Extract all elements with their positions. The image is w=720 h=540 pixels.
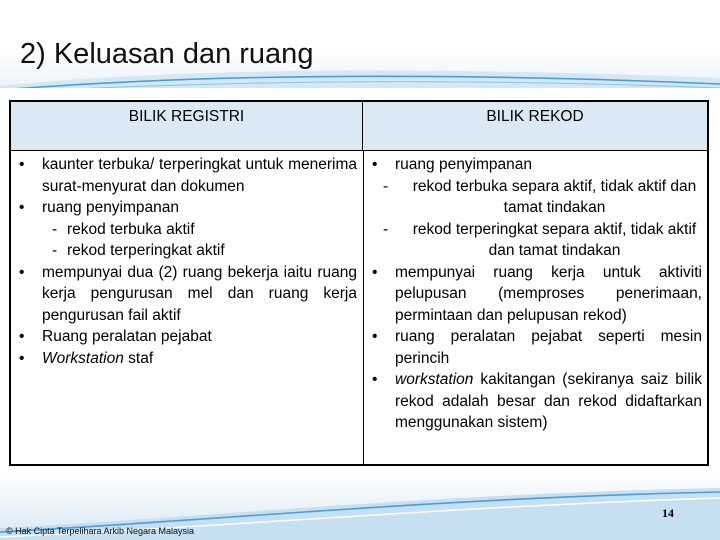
- bullet-icon: •: [19, 199, 25, 216]
- bullet-icon: •: [19, 263, 25, 281]
- page-number: 14: [662, 506, 674, 520]
- list-item: [368, 262, 702, 327]
- title-bar: [0, 0, 720, 88]
- registri-column: [15, 154, 357, 369]
- bullet-icon: •: [19, 156, 25, 173]
- list-item: [15, 348, 357, 370]
- sub-item-text: rekod terperingkat aktif: [67, 242, 225, 259]
- column-divider: [363, 150, 364, 464]
- list-item-text: staf: [123, 349, 154, 367]
- bullet-icon: •: [372, 263, 378, 281]
- list-item-text: kaunter terbuka/ terperingkat untuk menerima surat-menyurat dan dokumen: [42, 156, 357, 195]
- bullet-icon: •: [372, 328, 378, 345]
- dash-icon: -: [383, 177, 389, 195]
- list-item-text: mempunyai ruang kerja untuk aktiviti pelupusan (memproses penerimaan, permintaan dan pelupusan rekod): [395, 263, 702, 324]
- sub-list-item: [15, 219, 357, 241]
- list-item: [15, 326, 357, 348]
- sub-list-item: [15, 240, 357, 262]
- sub-item-text: rekod terbuka aktif: [67, 220, 195, 238]
- list-item-text: kakitangan (sekiranya saiz bilik rekod adalah besar dan rekod didaftarkan menggunakan sistem): [395, 371, 702, 431]
- list-item-text: Ruang peralatan pejabat: [42, 328, 212, 345]
- dash-icon: -: [383, 220, 389, 238]
- table-header-row: [11, 102, 707, 151]
- page-title: 2) Keluasan dan ruang: [20, 38, 314, 70]
- bullet-icon: •: [19, 349, 25, 367]
- rekod-column: [368, 154, 702, 434]
- list-item: [368, 326, 702, 369]
- bullet-icon: •: [372, 371, 378, 388]
- sub-list-item: [368, 176, 702, 219]
- list-item: [368, 154, 702, 176]
- sub-list-item: [368, 219, 702, 262]
- bullet-icon: •: [372, 156, 378, 173]
- list-item-text: ruang peralatan pejabat seperti mesin perincih: [395, 328, 702, 367]
- header-bilik-registri: BILIK REGISTRI: [11, 102, 363, 150]
- list-item: [15, 197, 357, 219]
- list-item: [15, 154, 357, 197]
- list-item-emphasis: Workstation: [42, 349, 124, 367]
- header-bilik-rekod: BILIK REKOD: [486, 108, 584, 125]
- sub-item-text: rekod terbuka separa aktif, tidak aktif dan tamat tindakan: [412, 177, 697, 216]
- list-item-text: ruang penyimpanan: [42, 199, 180, 216]
- list-item: [15, 262, 357, 327]
- dash-icon: -: [52, 242, 58, 259]
- list-item-text: ruang penyimpanan: [395, 156, 533, 173]
- sub-item-text: rekod terperingkat separa aktif, tidak aktif dan tamat tindakan: [412, 220, 697, 259]
- list-item-emphasis: workstation: [395, 371, 474, 388]
- dash-icon: -: [52, 220, 58, 238]
- bullet-icon: •: [19, 328, 25, 345]
- list-item: [368, 369, 702, 434]
- comparison-table: [9, 100, 709, 466]
- copyright-notice: © Hak Cipta Terpelihara Arkib Negara Malaysia: [6, 526, 195, 536]
- list-item-text: mempunyai dua (2) ruang bekerja iaitu ruang kerja pengurusan mel dan ruang kerja pengurusan fail aktif: [42, 263, 357, 324]
